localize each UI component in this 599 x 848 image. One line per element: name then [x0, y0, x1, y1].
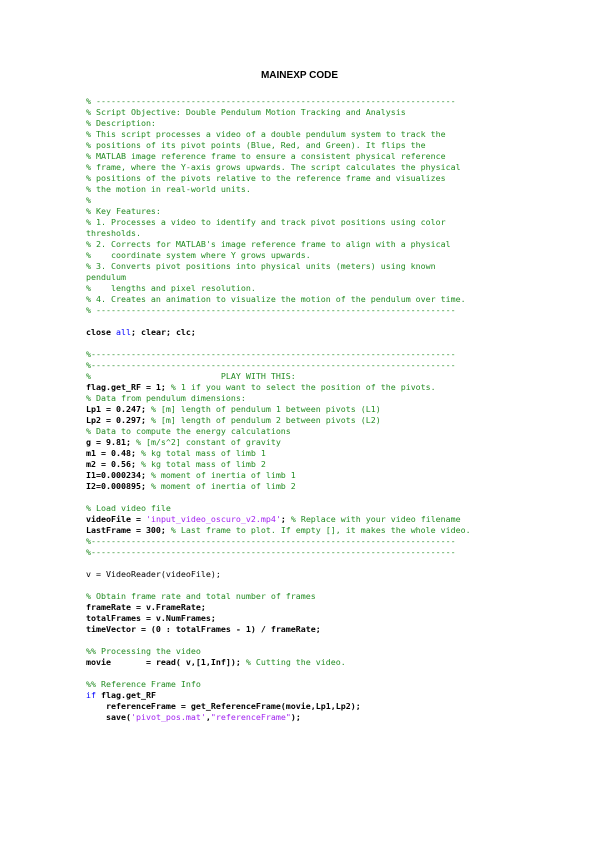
- code-token: I1=0.000234;: [86, 470, 151, 480]
- code-token: % Key Features:: [86, 206, 161, 216]
- code-token: % Cutting the video.: [245, 657, 346, 667]
- code-line: [86, 525, 516, 536]
- code-line: [86, 712, 516, 723]
- code-token: % positions of its pivot points (Blue, Red, and Green). It flips the: [86, 140, 426, 150]
- code-token: %: [86, 195, 91, 205]
- code-token: % [m/s^2] constant of gravity: [135, 437, 281, 447]
- code-token: % 1. Processes a video to identify and track pivot positions using color: [86, 217, 446, 227]
- code-line: [86, 129, 516, 140]
- code-line: [86, 437, 516, 448]
- code-token: %-------------------------------------------------------------------------: [86, 547, 456, 557]
- code-line: [86, 492, 516, 503]
- code-token: 'pivot_pos.mat': [130, 712, 206, 722]
- code-token: % kg total mass of limb 2: [140, 459, 266, 469]
- code-line: [86, 547, 516, 558]
- code-line: [86, 338, 516, 349]
- code-token: save(: [86, 712, 131, 722]
- code-line: [86, 118, 516, 129]
- code-token: % positions of the pivots relative to the reference frame and visualizes: [86, 173, 446, 183]
- code-token: );: [290, 712, 301, 722]
- code-token: % the motion in real-world units.: [86, 184, 251, 194]
- code-token: % Last frame to plot. If empty [], it makes the whole video.: [170, 525, 471, 535]
- code-token: % 1 if you want to select the position of the pivots.: [170, 382, 436, 392]
- code-line: [86, 294, 516, 305]
- code-line: [86, 283, 516, 294]
- code-line: [86, 613, 516, 624]
- code-line: [86, 107, 516, 118]
- code-token: % Script Objective: Double Pendulum Motion Tracking and Analysis: [86, 107, 406, 117]
- code-line: [86, 569, 516, 580]
- code-token: % [m] length of pendulum 2 between pivots (L2): [150, 415, 381, 425]
- code-line: [86, 393, 516, 404]
- code-line: [86, 404, 516, 415]
- code-line: [86, 657, 516, 668]
- code-line: [86, 195, 516, 206]
- code-line: [86, 272, 516, 283]
- code-token: all: [115, 327, 131, 337]
- code-line: [86, 514, 516, 525]
- code-line: [86, 481, 516, 492]
- code-line: [86, 261, 516, 272]
- code-token: % 2. Corrects for MATLAB's image reference frame to align with a physical: [86, 239, 451, 249]
- code-token: % kg total mass of limb 1: [140, 448, 266, 458]
- code-line: [86, 591, 516, 602]
- code-line: [86, 701, 516, 712]
- code-token: 'input_video_oscuro_v2.mp4': [145, 514, 281, 524]
- code-token: % frame, where the Y-axis grows upwards. The script calculates the physical: [86, 162, 461, 172]
- code-token: %% Processing the video: [86, 646, 201, 656]
- code-line: [86, 635, 516, 646]
- code-token: close: [86, 327, 116, 337]
- code-line: [86, 305, 516, 316]
- code-token: I2=0.000895;: [86, 481, 151, 491]
- code-token: % lengths and pixel resolution.: [86, 283, 256, 293]
- code-line: [86, 349, 516, 360]
- code-token: movie = read( v,[1,Inf]);: [86, 657, 246, 667]
- code-token: v = VideoReader(videoFile);: [86, 569, 221, 579]
- code-line: [86, 239, 516, 250]
- code-token: % moment of inertia of limb 2: [150, 481, 296, 491]
- code-line: [86, 624, 516, 635]
- code-token: % [m] length of pendulum 1 between pivots (L1): [150, 404, 381, 414]
- code-token: Lp1 = 0.247;: [86, 404, 151, 414]
- code-line: [86, 140, 516, 151]
- code-line: [86, 206, 516, 217]
- code-listing: [86, 96, 516, 723]
- code-token: m1 = 0.48;: [86, 448, 141, 458]
- code-token: timeVector = (0 : totalFrames - 1) / frameRate;: [86, 624, 321, 634]
- code-token: % ------------------------------------------------------------------------: [86, 305, 456, 315]
- code-token: % moment of inertia of limb 1: [150, 470, 296, 480]
- code-line: [86, 217, 516, 228]
- code-token: % ------------------------------------------------------------------------: [86, 96, 456, 106]
- code-token: ,: [205, 712, 211, 722]
- code-line: [86, 448, 516, 459]
- code-token: % Description:: [86, 118, 156, 128]
- code-token: % Data from pendulum dimensions:: [86, 393, 246, 403]
- code-token: %% Reference Frame Info: [86, 679, 201, 689]
- code-token: thresholds.: [86, 228, 141, 238]
- code-line: [86, 360, 516, 371]
- code-token: frameRate = v.FrameRate;: [86, 602, 206, 612]
- code-token: referenceFrame = get_ReferenceFrame(movie,Lp1,Lp2);: [86, 701, 361, 711]
- code-token: ; clear; clc;: [130, 327, 196, 337]
- code-line: [86, 503, 516, 514]
- code-token: ;: [280, 514, 291, 524]
- code-line: [86, 327, 516, 338]
- code-token: %-------------------------------------------------------------------------: [86, 360, 456, 370]
- code-line: [86, 470, 516, 481]
- code-token: pendulum: [86, 272, 126, 282]
- code-token: flag.get_RF = 1;: [86, 382, 171, 392]
- code-token: % Data to compute the energy calculations: [86, 426, 291, 436]
- code-token: Lp2 = 0.297;: [86, 415, 151, 425]
- code-line: [86, 151, 516, 162]
- code-line: [86, 316, 516, 327]
- code-line: [86, 184, 516, 195]
- code-line: [86, 602, 516, 613]
- code-token: totalFrames = v.NumFrames;: [86, 613, 216, 623]
- code-line: [86, 173, 516, 184]
- code-token: % 3. Converts pivot positions into physical units (meters) using known: [86, 261, 436, 271]
- code-token: % This script processes a video of a double pendulum system to track the: [86, 129, 446, 139]
- code-token: m2 = 0.56;: [86, 459, 141, 469]
- code-line: [86, 162, 516, 173]
- code-line: [86, 668, 516, 679]
- code-line: [86, 382, 516, 393]
- code-token: "referenceFrame": [210, 712, 291, 722]
- code-line: [86, 536, 516, 547]
- code-line: [86, 459, 516, 470]
- code-token: videoFile =: [86, 514, 146, 524]
- code-line: [86, 646, 516, 657]
- code-token: flag.get_RF: [101, 690, 156, 700]
- code-line: [86, 96, 516, 107]
- code-token: % MATLAB image reference frame to ensure a consistent physical reference: [86, 151, 446, 161]
- code-line: [86, 679, 516, 690]
- code-token: %-------------------------------------------------------------------------: [86, 536, 456, 546]
- code-token: % coordinate system where Y grows upwards.: [86, 250, 311, 260]
- code-line: [86, 415, 516, 426]
- code-line: [86, 371, 516, 382]
- code-line: [86, 250, 516, 261]
- code-token: % Replace with your video filename: [290, 514, 461, 524]
- code-line: [86, 580, 516, 591]
- code-line: [86, 690, 516, 701]
- code-line: [86, 558, 516, 569]
- code-token: LastFrame = 300;: [86, 525, 171, 535]
- code-token: %-------------------------------------------------------------------------: [86, 349, 456, 359]
- code-token: % 4. Creates an animation to visualize the motion of the pendulum over time.: [86, 294, 466, 304]
- page-title: MAINEXP CODE: [260, 70, 339, 81]
- code-token: g = 9.81;: [86, 437, 136, 447]
- code-token: % Load video file: [86, 503, 171, 513]
- code-token: % PLAY WITH THIS:: [86, 371, 296, 381]
- code-line: [86, 228, 516, 239]
- code-token: if: [86, 690, 101, 700]
- code-line: [86, 426, 516, 437]
- code-token: % Obtain frame rate and total number of frames: [86, 591, 316, 601]
